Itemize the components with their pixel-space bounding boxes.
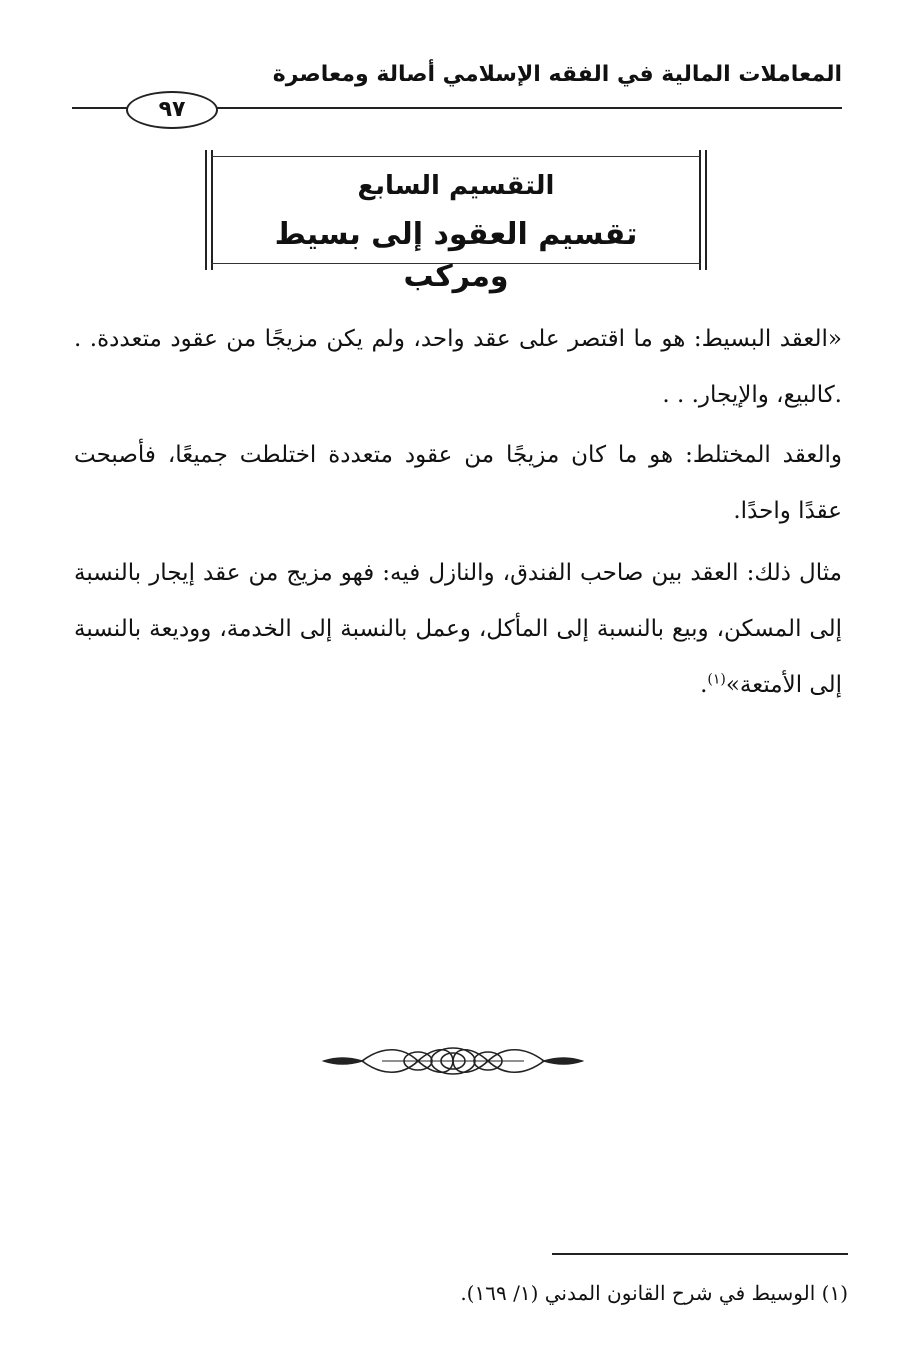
decorative-divider-ornament xyxy=(322,1044,584,1078)
paragraph-simple-contract: «العقد البسيط: هو ما اقتصر على عقد واحد، ولم يكن مزيجًا من عقود متعددة. . .كالبيع، والإيجار. . . xyxy=(74,326,842,408)
title-box-border-right-inner xyxy=(699,150,701,270)
section-heading: التقسيم السابع xyxy=(357,171,555,201)
page-number: ٩٧ xyxy=(126,91,218,129)
paragraph-example-end: . xyxy=(700,672,708,698)
section-subheading: تقسيم العقود إلى بسيط ومركب xyxy=(274,217,638,294)
title-box-border-left-inner xyxy=(211,150,213,270)
footnote-reference[interactable]: (١) xyxy=(707,671,726,688)
title-box-border-top xyxy=(211,156,701,157)
footnote-1: (١) الوسيط في شرح القانون المدني (١/ ١٦٩). xyxy=(460,1281,848,1305)
running-header-title: المعاملات المالية في الفقه الإسلامي أصالة ومعاصرة xyxy=(272,62,842,87)
paragraph-mixed-contract: والعقد المختلط: هو ما كان مزيجًا من عقود متعددة اختلطت جميعًا، فأصبحت عقدًا واحدًا. xyxy=(74,442,842,524)
section-title-box xyxy=(205,150,707,294)
paragraph-example-text: مثال ذلك: العقد بين صاحب الفندق، والنازل فيه: فهو مزيج من عقد إيجار بالنسبة إلى المسكن، وبيع بالنسبة إلى المأكل، وعمل بالنسبة إلى الخدمة، ووديعة بالنسبة إلى الأمتعة» xyxy=(74,560,842,698)
paragraph-example xyxy=(74,545,842,713)
footnote-separator xyxy=(552,1253,848,1255)
title-box-border-left-outer xyxy=(205,150,207,270)
title-box-border-right-outer xyxy=(705,150,707,270)
